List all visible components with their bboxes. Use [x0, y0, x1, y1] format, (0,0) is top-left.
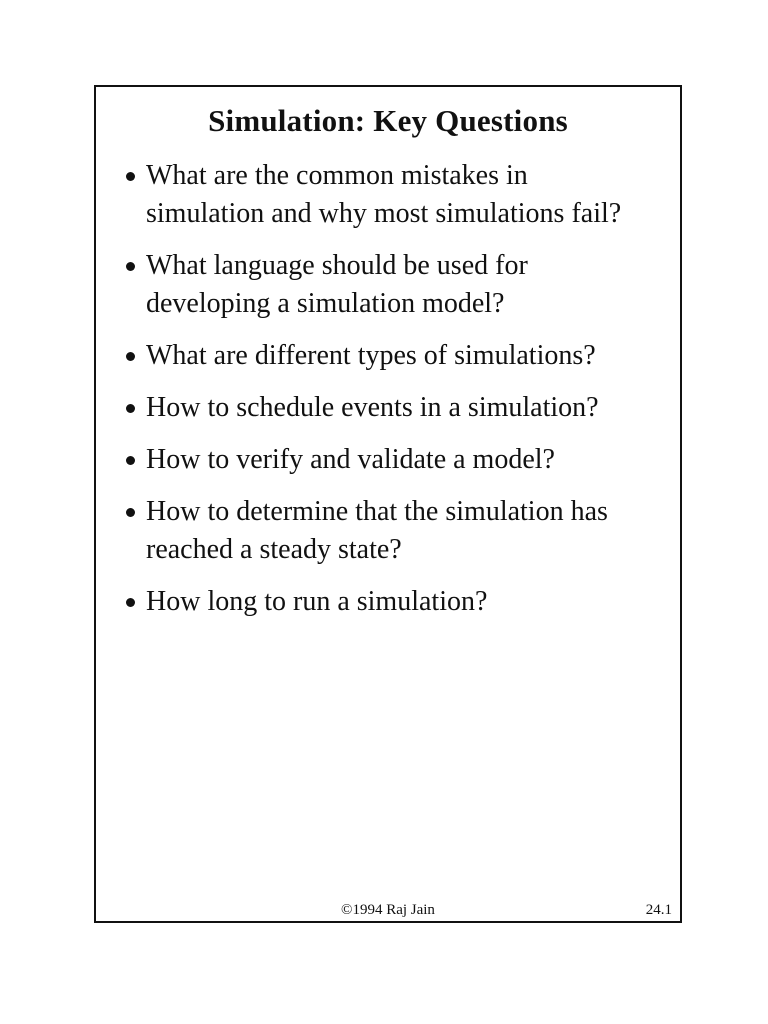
bullet-line: How long to run a simulation?: [146, 586, 488, 617]
page-number: 24.1: [645, 902, 672, 918]
bullet-line: simulation and why most simulations fail?: [146, 198, 622, 229]
bullet-dot-icon: [126, 598, 135, 607]
bullet-line: How to verify and validate a model?: [146, 444, 555, 475]
bullet-dot-icon: [126, 172, 135, 181]
bullet-dot-icon: [126, 508, 135, 517]
bullet-line: What language should be used for: [146, 250, 528, 281]
bullet-item: [122, 493, 678, 569]
bullet-line: What are the common mistakes in: [146, 160, 528, 191]
bullet-list: [122, 157, 678, 635]
bullet-line: How to determine that the simulation has: [146, 496, 608, 527]
slide-frame: [94, 85, 682, 923]
bullet-line: developing a simulation model?: [146, 288, 505, 319]
bullet-dot-icon: [126, 456, 135, 465]
footer-copyright: ©1994 Raj Jain: [341, 902, 435, 918]
bullet-dot-icon: [126, 404, 135, 413]
bullet-item: [122, 441, 678, 479]
slide-title: Simulation: Key Questions: [208, 103, 568, 138]
bullet-line: What are different types of simulations?: [146, 340, 596, 371]
bullet-line: reached a steady state?: [146, 534, 402, 565]
bullet-item: [122, 157, 678, 233]
bullet-item: [122, 389, 678, 427]
bullet-item: [122, 247, 678, 323]
bullet-line: How to schedule events in a simulation?: [146, 392, 599, 423]
bullet-dot-icon: [126, 352, 135, 361]
bullet-item: [122, 583, 678, 621]
bullet-item: [122, 337, 678, 375]
bullet-dot-icon: [126, 262, 135, 271]
